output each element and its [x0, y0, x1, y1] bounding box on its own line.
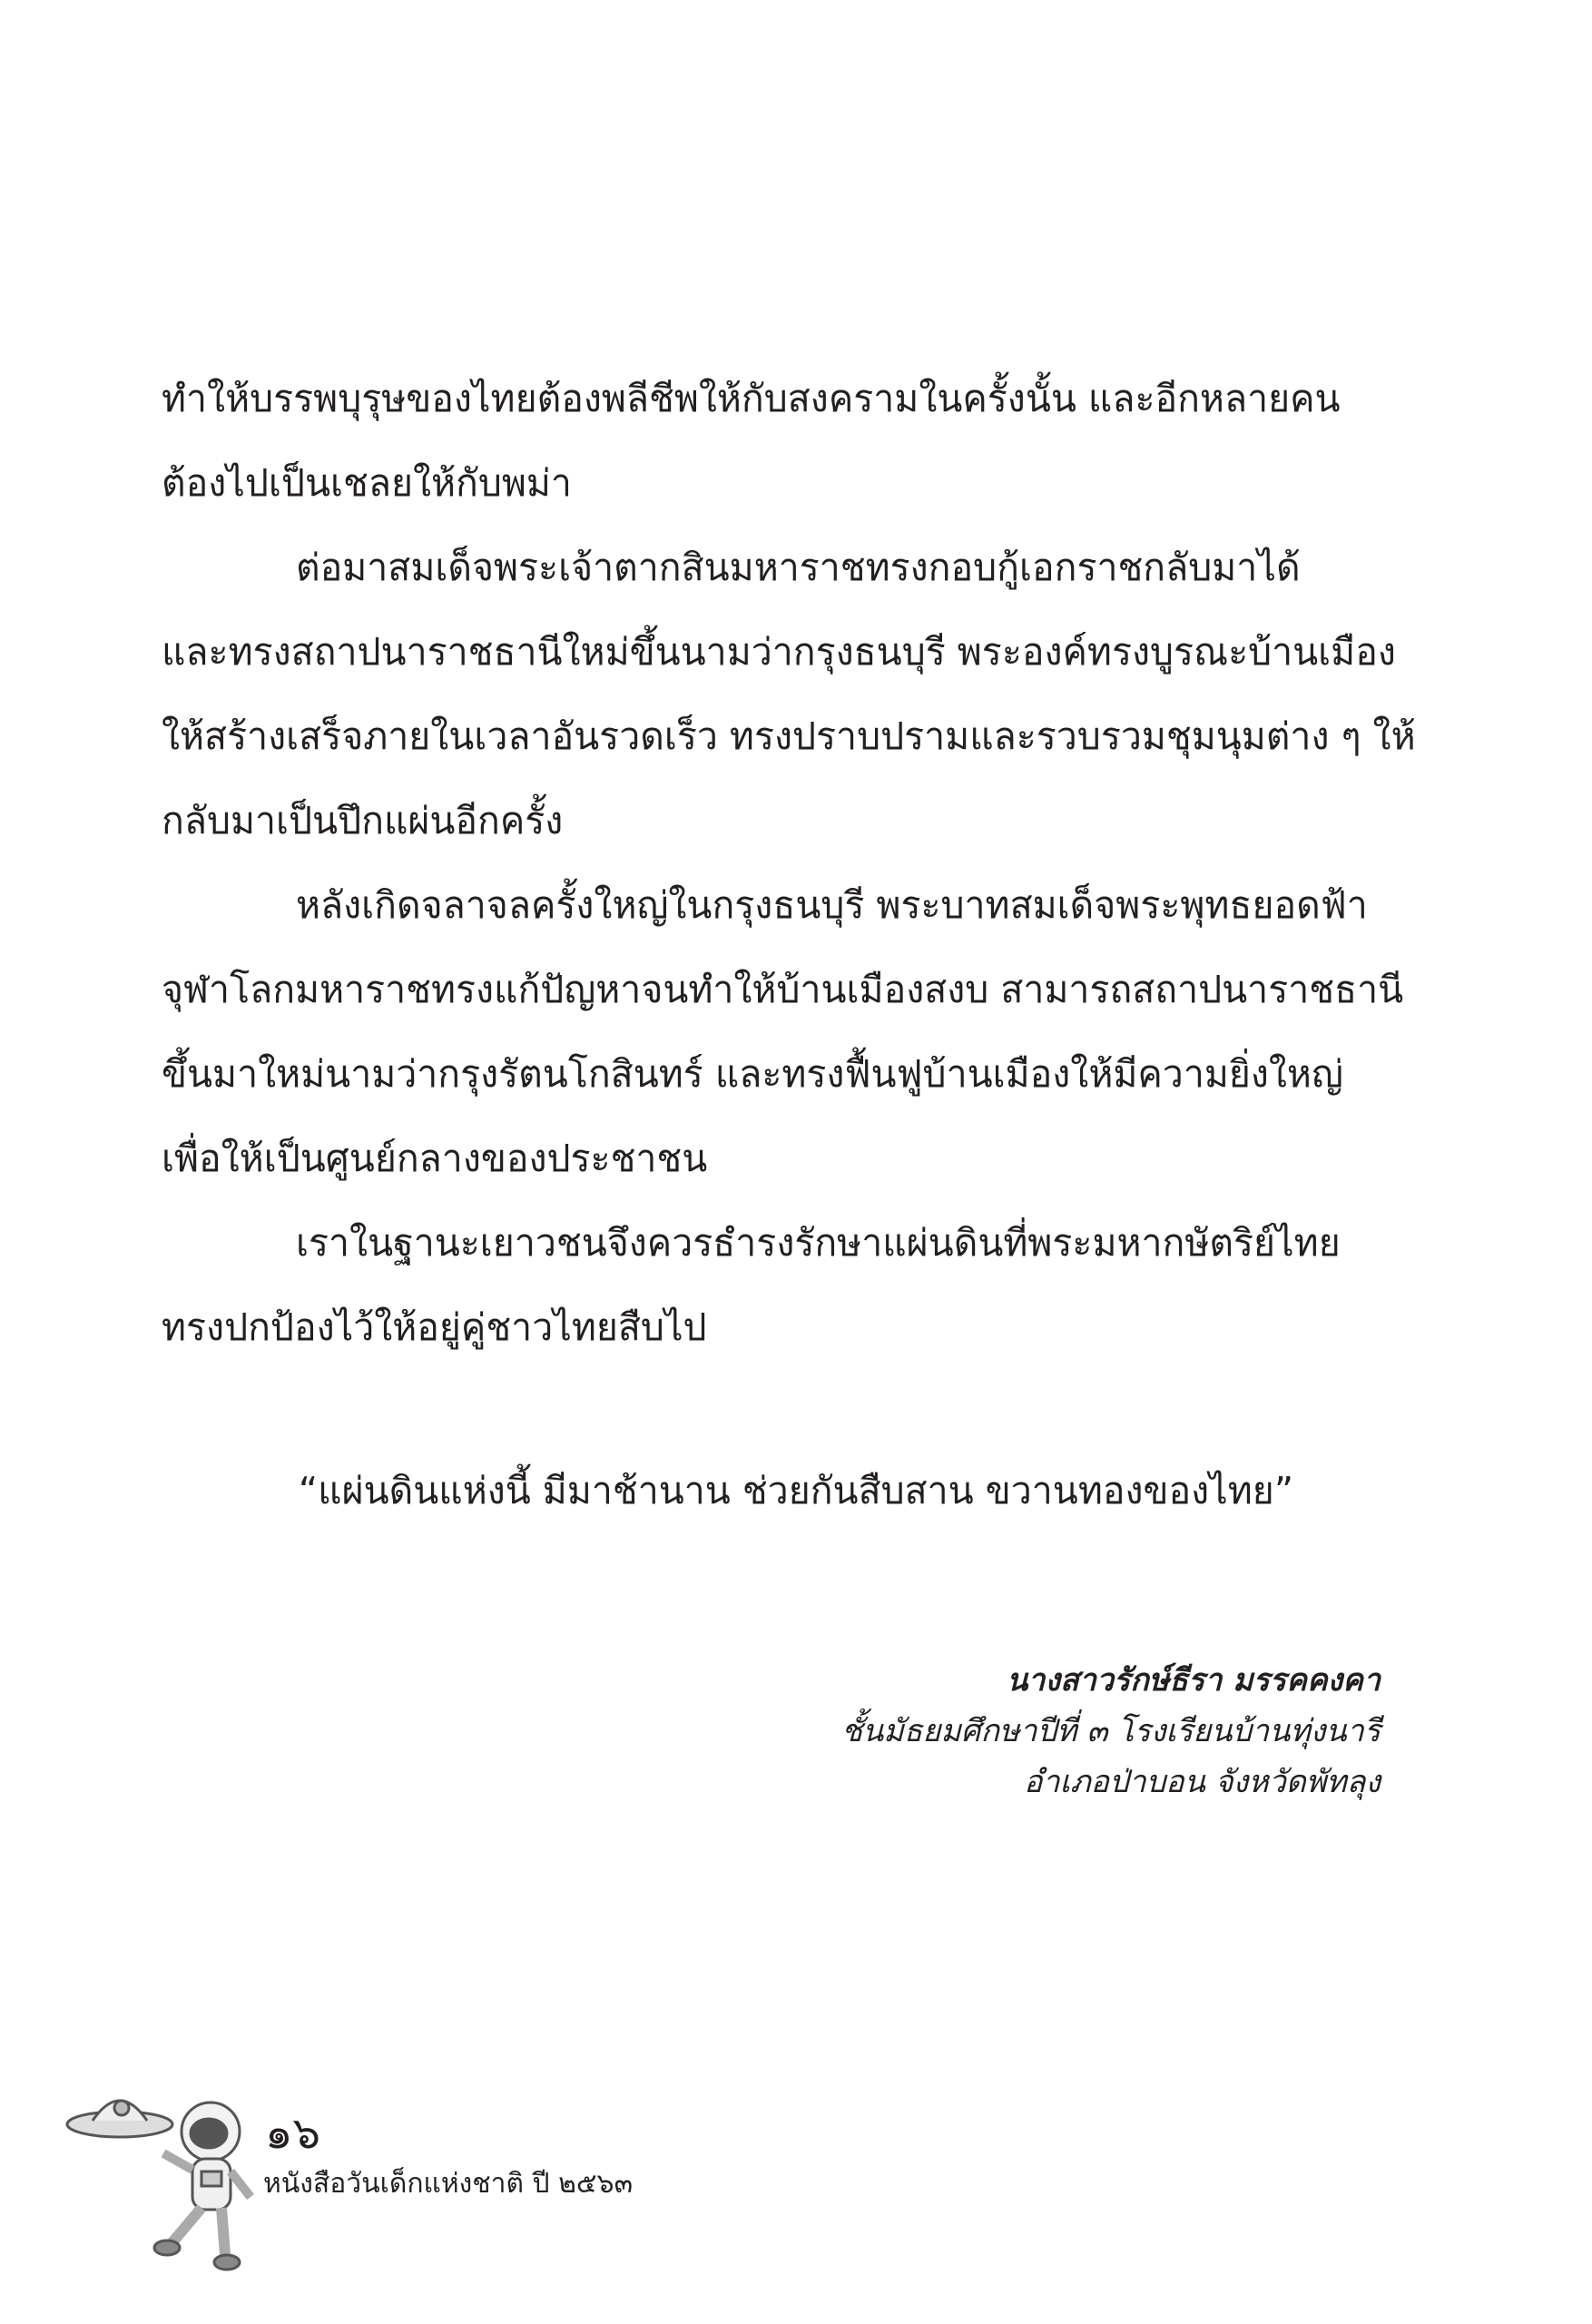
- text-line: ต้องไปเป็นเชลยให้กับพม่า: [162, 461, 572, 505]
- text-line: กลับมาเป็นปึกแผ่นอีกครั้ง: [162, 799, 564, 842]
- text-line: หลังเกิดจลาจลครั้งใหญ่ในกรุงธนบุรี พระบาทสมเด็จพระพุทธยอดฟ้า: [296, 883, 1368, 927]
- text-line: และทรงสถาปนาราชธานีใหม่ขึ้นนามว่ากรุงธนบุรี พระองค์ทรงบูรณะบ้านเมือง: [162, 630, 1396, 674]
- author-location: อำเภอป่าบอน จังหวัดพัทลุง: [1023, 1764, 1381, 1800]
- page-number: ๑๖: [265, 2108, 320, 2159]
- text-line: ทำให้บรรพบุรุษของไทยต้องพลีชีพให้กับสงครามในครั้งนั้น และอีกหลายคน: [162, 377, 1341, 420]
- author-school: ชั้นมัธยมศึกษาปีที่ ๓ โรงเรียนบ้านทุ่งนารี: [840, 1713, 1381, 1749]
- closing-quote: “แผ่นดินแห่งนี้ มีมาช้านาน ช่วยกันสืบสาน ขวานทองของไทย”: [298, 1469, 1294, 1512]
- author-signature: [841, 1655, 1381, 1807]
- text-line: เราในฐานะเยาวชนจึงควรธำรงรักษาแผ่นดินที่พระมหากษัตริย์ไทย: [296, 1221, 1341, 1265]
- astronaut-mascot-icon: [56, 2061, 274, 2279]
- text-line: ให้สร้างเสร็จภายในเวลาอันรวดเร็ว ทรงปราบปรามและรวบรวมชุมนุมต่าง ๆ ให้: [162, 714, 1416, 758]
- text-line: จุฬาโลกมหาราชทรงแก้ปัญหาจนทำให้บ้านเมืองสงบ สามารถสถาปนาราชธานี: [162, 968, 1404, 1011]
- essay-body: [162, 357, 1416, 1370]
- text-line: ต่อมาสมเด็จพระเจ้าตากสินมหาราชทรงกอบกู้เอกราชกลับมาได้: [296, 546, 1301, 589]
- author-name: นางสาวรักษ์ธีรา มรรคคงคา: [1007, 1662, 1381, 1699]
- book-title: หนังสือวันเด็กแห่งชาติ ปี ๒๕๖๓: [263, 2168, 634, 2200]
- text-line: เพื่อให้เป็นศูนย์กลางของประชาชน: [162, 1137, 708, 1180]
- text-line: ขึ้นมาใหม่นามว่ากรุงรัตนโกสินทร์ และทรงฟื้นฟูบ้านเมืองให้มีความยิ่งใหญ่: [162, 1052, 1343, 1096]
- text-line: ทรงปกป้องไว้ให้อยู่คู่ชาวไทยสืบไป: [162, 1305, 707, 1349]
